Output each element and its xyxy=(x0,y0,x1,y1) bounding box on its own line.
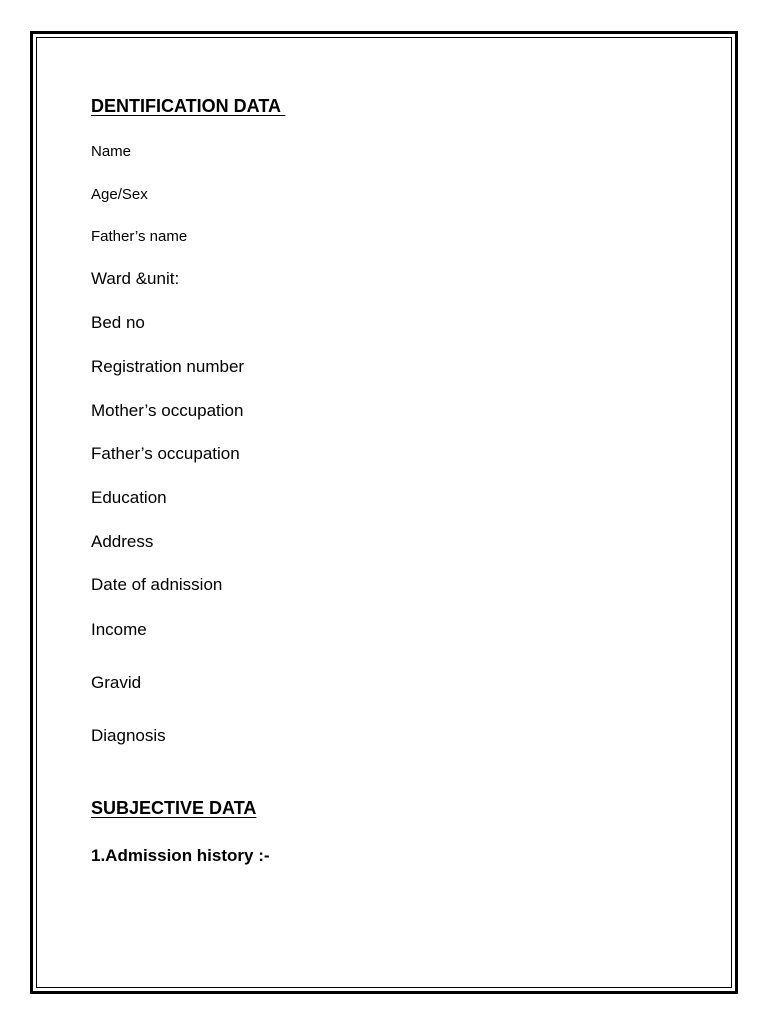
field-fathers-name: Father’s name xyxy=(91,228,188,245)
field-name: Name xyxy=(91,143,132,160)
field-fathers-occupation: Father’s occupation xyxy=(91,444,240,463)
field-gravid: Gravid xyxy=(91,673,142,692)
field-bed-no: Bed no xyxy=(91,313,145,332)
field-date-of-admission: Date of adnission xyxy=(91,575,223,594)
subjective-data-heading: SUBJECTIVE DATA xyxy=(91,798,257,818)
field-income: Income xyxy=(91,620,147,639)
field-address: Address xyxy=(91,532,154,551)
field-diagnosis: Diagnosis xyxy=(91,726,166,745)
field-registration-number: Registration number xyxy=(91,357,245,376)
identification-data-heading: DENTIFICATION DATA xyxy=(91,96,286,116)
admission-history-heading: 1.Admission history :- xyxy=(91,846,270,865)
field-age-sex: Age/Sex xyxy=(91,186,148,203)
field-education: Education xyxy=(91,488,167,507)
field-mothers-occupation: Mother’s occupation xyxy=(91,401,244,420)
field-ward-unit: Ward &unit: xyxy=(91,269,180,288)
